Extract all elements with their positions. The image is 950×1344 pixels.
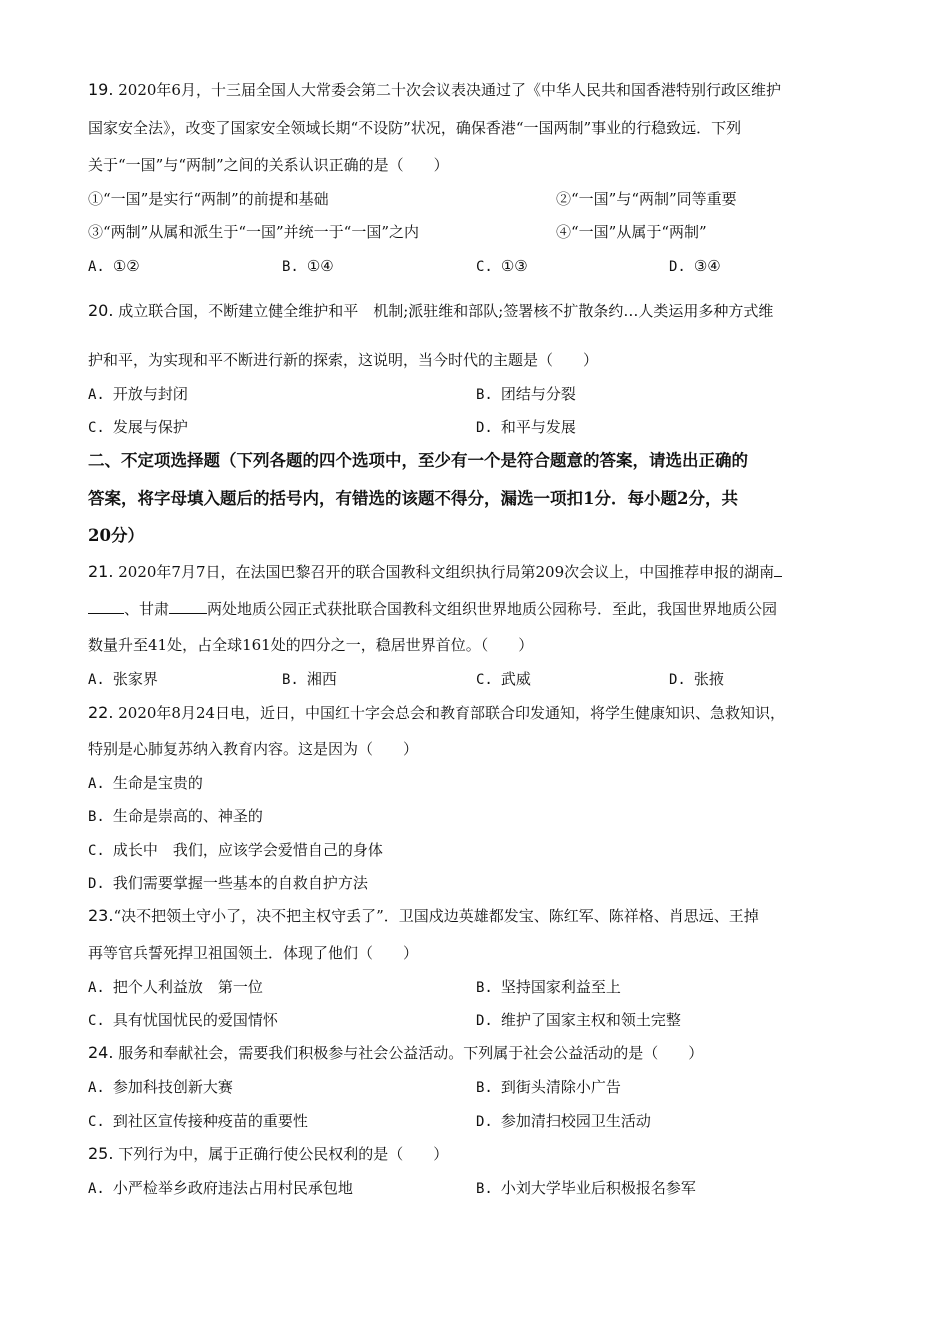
q22-option-a[interactable]: A. 生命是宝贵的 [88, 774, 203, 792]
q21-option-a[interactable]: A. 张家界 [88, 670, 158, 688]
q19-line3: 关于“一国”与“两制”之间的关系认识正确的是（ ） [88, 156, 449, 174]
q24-number: 24. [88, 1043, 114, 1062]
section2-heading-line1: 二、不定项选择题（下列各题的四个选项中，至少有一个是符合题意的答案，请选出正确的 [88, 451, 748, 470]
q19-line1: 19. 2020年6月，十三届全国人大常委会第二十次会议表决通过了《中华人民共和国香港特别行政区维护 [88, 80, 781, 99]
q20-option-c[interactable]: C. 发展与保护 [88, 418, 188, 436]
q22-number: 22. [88, 703, 114, 722]
q21-blank-1-start [774, 560, 782, 577]
q21-blank-1[interactable] [88, 597, 124, 614]
q24-option-c[interactable]: C. 到社区宣传接种疫苗的重要性 [88, 1112, 308, 1130]
q20-line2: 护和平，为实现和平不断进行新的探索，这说明，当今时代的主题是（ ） [88, 351, 599, 369]
q21-number: 21. [88, 562, 114, 581]
q23-number: 23. [88, 906, 114, 925]
q21-option-c[interactable]: C. 武威 [476, 670, 531, 688]
q19-option-a[interactable]: A. ①② [88, 257, 140, 275]
q19-line2: 国家安全法》，改变了国家安全领域长期“不设防”状况，确保香港“一国两制”事业的行稳致远．下列 [88, 119, 742, 137]
section2-heading-line2: 答案，将字母填入题后的括号内，有错选的该题不得分，漏选一项扣1分．每小题2分，共 [88, 489, 738, 508]
q20-line1: 20. 成立联合国，不断建立健全维护和平 机制;派驻维和部队;签署核不扩散条约…人类运用多种方式维 [88, 301, 774, 320]
q23-option-a[interactable]: A. 把个人利益放 第一位 [88, 978, 263, 996]
q23-option-c[interactable]: C. 具有忧国忧民的爱国情怀 [88, 1011, 278, 1029]
q21-option-d[interactable]: D. 张掖 [669, 670, 724, 688]
q25-option-a[interactable]: A. 小严检举乡政府违法占用村民承包地 [88, 1179, 353, 1197]
q19-number: 19. [88, 80, 114, 99]
q23-option-b[interactable]: B. 坚持国家利益至上 [476, 978, 621, 996]
q19-option-d[interactable]: D. ③④ [669, 257, 721, 275]
q22-option-b[interactable]: B. 生命是崇高的、神圣的 [88, 807, 263, 825]
q24-option-a[interactable]: A. 参加科技创新大赛 [88, 1078, 233, 1096]
q20-option-b[interactable]: B. 团结与分裂 [476, 385, 576, 403]
section2-heading-line3: 20分） [88, 526, 144, 545]
q22-line1: 22. 2020年8月24日电，近日，中国红十字会总会和教育部联合印发通知，将学生健康知识、急救知识， [88, 703, 786, 722]
q19-statement-1: ①“一国”是实行“两制”的前提和基础 [88, 190, 329, 208]
q20-option-d[interactable]: D. 和平与发展 [476, 418, 576, 436]
q25-option-b[interactable]: B. 小刘大学毕业后积极报名参军 [476, 1179, 696, 1197]
q19-option-b[interactable]: B. ①④ [282, 257, 334, 275]
q19-statement-2: ②“一国”与“两制”同等重要 [556, 190, 737, 208]
q25-line1: 25. 下列行为中，属于正确行使公民权利的是（ ） [88, 1144, 449, 1163]
q20-option-a[interactable]: A. 开放与封闭 [88, 385, 188, 403]
q20-number: 20. [88, 301, 114, 320]
q24-line1: 24. 服务和奉献社会，需要我们积极参与社会公益活动。下列属于社会公益活动的是（ ） [88, 1043, 704, 1062]
q23-option-d[interactable]: D. 维护了国家主权和领土完整 [476, 1011, 681, 1029]
q22-option-d[interactable]: D. 我们需要掌握一些基本的自救自护方法 [88, 874, 368, 892]
q24-option-d[interactable]: D. 参加清扫校园卫生活动 [476, 1112, 651, 1130]
q21-option-b[interactable]: B. 湘西 [282, 670, 337, 688]
q21-blank-2[interactable] [169, 597, 207, 614]
q21-line2: 、甘肃 两处地质公园正式获批联合国教科文组织世界地质公园称号．至此，我国世界地质公园 [88, 597, 777, 619]
q19-option-c[interactable]: C. ①③ [476, 257, 528, 275]
q23-line2: 再等官兵誓死捍卫祖国领土．体现了他们（ ） [88, 944, 419, 962]
q19-statement-4: ④“一国”从属于“两制” [556, 223, 707, 241]
q22-line2: 特别是心肺复苏纳入教育内容。这是因为（ ） [88, 740, 419, 758]
q21-line3: 数量升至41处，占全球161处的四分之一，稳居世界首位。（ ） [88, 636, 534, 654]
q23-line1: 23.“决不把领土守小了，决不把主权守丢了”．卫国戍边英雄都发宝、陈红军、陈祥格、肖思远、王掉 [88, 906, 759, 925]
q24-option-b[interactable]: B. 到街头清除小广告 [476, 1078, 621, 1096]
q25-number: 25. [88, 1144, 114, 1163]
q19-statement-3: ③“两制”从属和派生于“一国”并统一于“一国”之内 [88, 223, 420, 241]
q21-line1: 21. 2020年7月7日，在法国巴黎召开的联合国教科文组织执行局第209次会议上，中国推荐申报的湖南 [88, 560, 782, 582]
q22-option-c[interactable]: C. 成长中 我们，应该学会爱惜自己的身体 [88, 841, 383, 859]
